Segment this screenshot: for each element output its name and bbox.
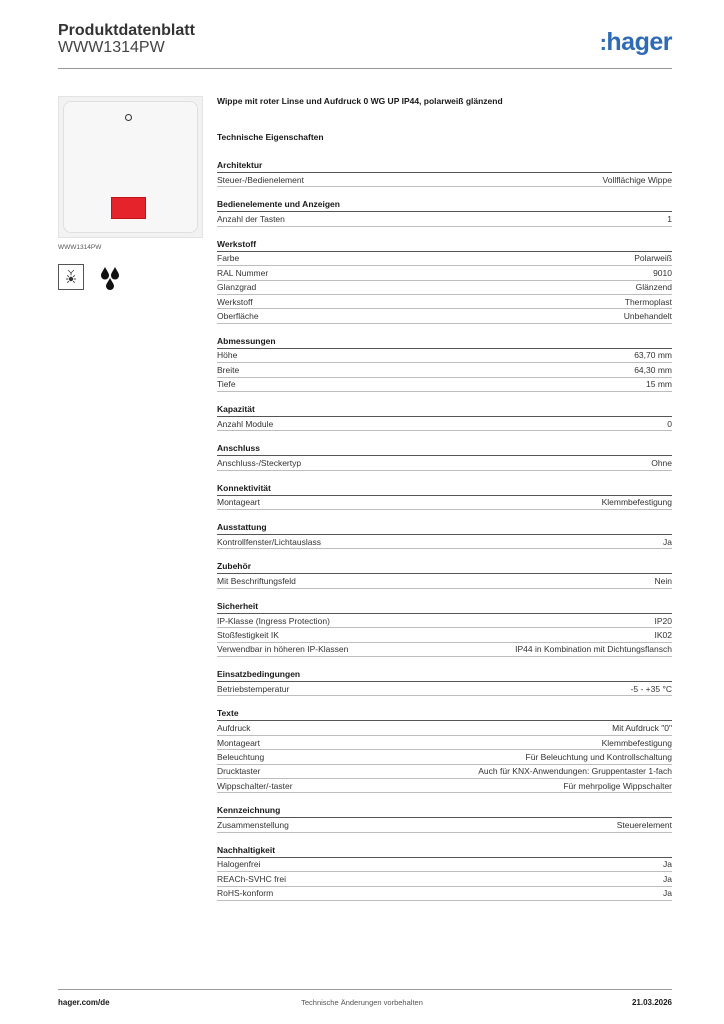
water-drops-icon: [97, 264, 123, 290]
spec-row: [217, 173, 672, 187]
image-caption: WWW1314PW: [58, 244, 102, 251]
footer-divider: [58, 989, 672, 990]
spec-key: Glanzgrad: [217, 282, 257, 293]
spec-value: 63,70 mm: [634, 350, 672, 361]
header-divider: [58, 68, 672, 69]
spec-row: [217, 721, 672, 735]
spec-value: 9010: [653, 267, 672, 278]
spec-value: Thermoplast: [624, 296, 672, 307]
product-code: WWW1314PW: [58, 39, 165, 56]
spec-group: [217, 159, 672, 187]
spec-key: Breite: [217, 364, 240, 375]
spec-key: Verwendbar in höheren IP-Klassen: [217, 644, 349, 655]
spec-row: [217, 574, 672, 588]
spec-value: Unbehandelt: [623, 311, 672, 322]
spec-group: [217, 844, 672, 901]
footer-notice: Technische Änderungen vorbehalten: [301, 998, 423, 1007]
document-title: Produktdatenblatt: [58, 22, 195, 39]
spec-row: [217, 295, 672, 309]
spec-key: Montageart: [217, 497, 260, 508]
spec-key: Beleuchtung: [217, 751, 265, 762]
spec-group: [217, 668, 672, 696]
spec-row: [217, 309, 672, 323]
spec-row: [217, 349, 672, 363]
spec-value: 0: [667, 418, 672, 429]
spec-row: [217, 281, 672, 295]
spec-row: [217, 750, 672, 764]
spec-row: [217, 212, 672, 226]
spec-key: Kontrollfenster/Lichtauslass: [217, 536, 321, 547]
spec-group-title: Kennzeichnung: [217, 804, 672, 818]
spec-value: 64,30 mm: [634, 364, 672, 375]
specifications: [217, 96, 672, 912]
spec-key: Anschluss-/Steckertyp: [217, 457, 302, 468]
spec-row: [217, 682, 672, 696]
spec-row: [217, 417, 672, 431]
spec-row: [217, 858, 672, 872]
spec-group-title: Nachhaltigkeit: [217, 844, 672, 858]
hager-logo: :hager: [599, 28, 672, 56]
spec-value: IP44 in Kombination mit Dichtungsflansch: [515, 644, 672, 655]
spec-key: Werkstoff: [217, 296, 253, 307]
spec-row: [217, 252, 672, 266]
spec-value: Ja: [663, 859, 672, 870]
spec-group: [217, 600, 672, 657]
spec-key: Halogenfrei: [217, 859, 261, 870]
product-description: Wippe mit roter Linse und Aufdruck 0 WG UP IP44, polarweiß glänzend: [217, 96, 503, 106]
spec-group-title: Bedienelemente und Anzeigen: [217, 198, 672, 212]
spec-group-title: Zubehör: [217, 560, 672, 574]
spec-value: Klemmbefestigung: [601, 497, 672, 508]
spec-key: Oberfläche: [217, 311, 259, 322]
spec-value: IP20: [654, 615, 672, 626]
spec-row: [217, 535, 672, 549]
spec-group-title: Anschluss: [217, 442, 672, 456]
spec-key: Tiefe: [217, 379, 236, 390]
footer-website: hager.com/de: [58, 998, 110, 1007]
spec-key: Höhe: [217, 350, 238, 361]
spec-value: Für Beleuchtung und Kontrollschaltung: [525, 751, 672, 762]
spec-key: Wippschalter/-taster: [217, 780, 293, 791]
spec-key: RoHS-konform: [217, 888, 274, 899]
spec-value: Glänzend: [635, 282, 672, 293]
spec-value: Klemmbefestigung: [601, 737, 672, 748]
spec-row: [217, 818, 672, 832]
spec-value: Ja: [663, 888, 672, 899]
spec-key: REACh-SVHC frei: [217, 873, 286, 884]
spec-groups: [217, 159, 672, 901]
red-lens: [111, 197, 146, 219]
spec-row: [217, 765, 672, 779]
spec-key: Drucktaster: [217, 766, 261, 777]
spec-key: Anzahl Module: [217, 418, 274, 429]
spec-group: [217, 560, 672, 588]
spec-key: Aufdruck: [217, 723, 251, 734]
spec-group: [217, 442, 672, 470]
spec-key: Zusammenstellung: [217, 820, 289, 831]
spec-key: RAL Nummer: [217, 267, 269, 278]
product-image: [58, 96, 203, 238]
spec-group-title: Konnektivität: [217, 482, 672, 496]
print-zero-mark: [125, 114, 132, 121]
rocker-plate: [63, 101, 198, 233]
spec-row: [217, 887, 672, 901]
spec-group: [217, 238, 672, 324]
spec-key: Betriebstemperatur: [217, 683, 290, 694]
spec-row: [217, 614, 672, 628]
spec-value: IK02: [654, 629, 672, 640]
spec-group-title: Texte: [217, 707, 672, 721]
spec-key: IP-Klasse (Ingress Protection): [217, 615, 330, 626]
spec-row: [217, 872, 672, 886]
spec-row: [217, 496, 672, 510]
spec-value: Ohne: [651, 457, 672, 468]
spec-row: [217, 266, 672, 280]
light-indicator-icon: [58, 264, 84, 290]
spec-key: Anzahl der Tasten: [217, 214, 285, 225]
spec-row: [217, 363, 672, 377]
page-header: [58, 20, 672, 66]
spec-group: [217, 198, 672, 226]
spec-value: 15 mm: [646, 379, 672, 390]
spec-group: [217, 335, 672, 392]
spec-group: [217, 804, 672, 832]
spec-group-title: Architektur: [217, 159, 672, 173]
spec-key: Steuer-/Bedienelement: [217, 174, 304, 185]
spec-group-title: Sicherheit: [217, 600, 672, 614]
spec-key: Mit Beschriftungsfeld: [217, 576, 296, 587]
spec-key: Stoßfestigkeit IK: [217, 629, 279, 640]
spec-row: [217, 643, 672, 657]
spec-value: Ja: [663, 873, 672, 884]
spec-group-title: Abmessungen: [217, 335, 672, 349]
spec-group-title: Werkstoff: [217, 238, 672, 252]
spec-group-title: Ausstattung: [217, 521, 672, 535]
spec-value: -5 - +35 °C: [630, 683, 672, 694]
spec-value: Für mehrpolige Wippschalter: [563, 780, 672, 791]
spec-row: [217, 456, 672, 470]
spec-value: Mit Aufdruck "0": [612, 723, 672, 734]
spec-group-title: Kapazität: [217, 403, 672, 417]
spec-key: Montageart: [217, 737, 260, 748]
spec-group: [217, 707, 672, 793]
section-title: Technische Eigenschaften: [217, 132, 324, 142]
spec-group: [217, 482, 672, 510]
spec-group: [217, 521, 672, 549]
spec-value: Auch für KNX-Anwendungen: Gruppentaster 1-fach: [478, 766, 672, 777]
spec-value: Steuerelement: [616, 820, 672, 831]
logo-text: hager: [606, 28, 672, 56]
spec-group: [217, 403, 672, 431]
spec-value: Nein: [654, 576, 672, 587]
spec-value: Ja: [663, 536, 672, 547]
footer-date: 21.03.2026: [631, 998, 672, 1007]
spec-group-title: Einsatzbedingungen: [217, 668, 672, 682]
spec-row: [217, 628, 672, 642]
spec-value: Polarweiß: [634, 253, 672, 264]
spec-row: [217, 779, 672, 793]
spec-value: 1: [667, 214, 672, 225]
spec-value: Vollflächige Wippe: [602, 174, 672, 185]
spec-key: Farbe: [217, 253, 240, 264]
spec-row: [217, 736, 672, 750]
spec-row: [217, 378, 672, 392]
